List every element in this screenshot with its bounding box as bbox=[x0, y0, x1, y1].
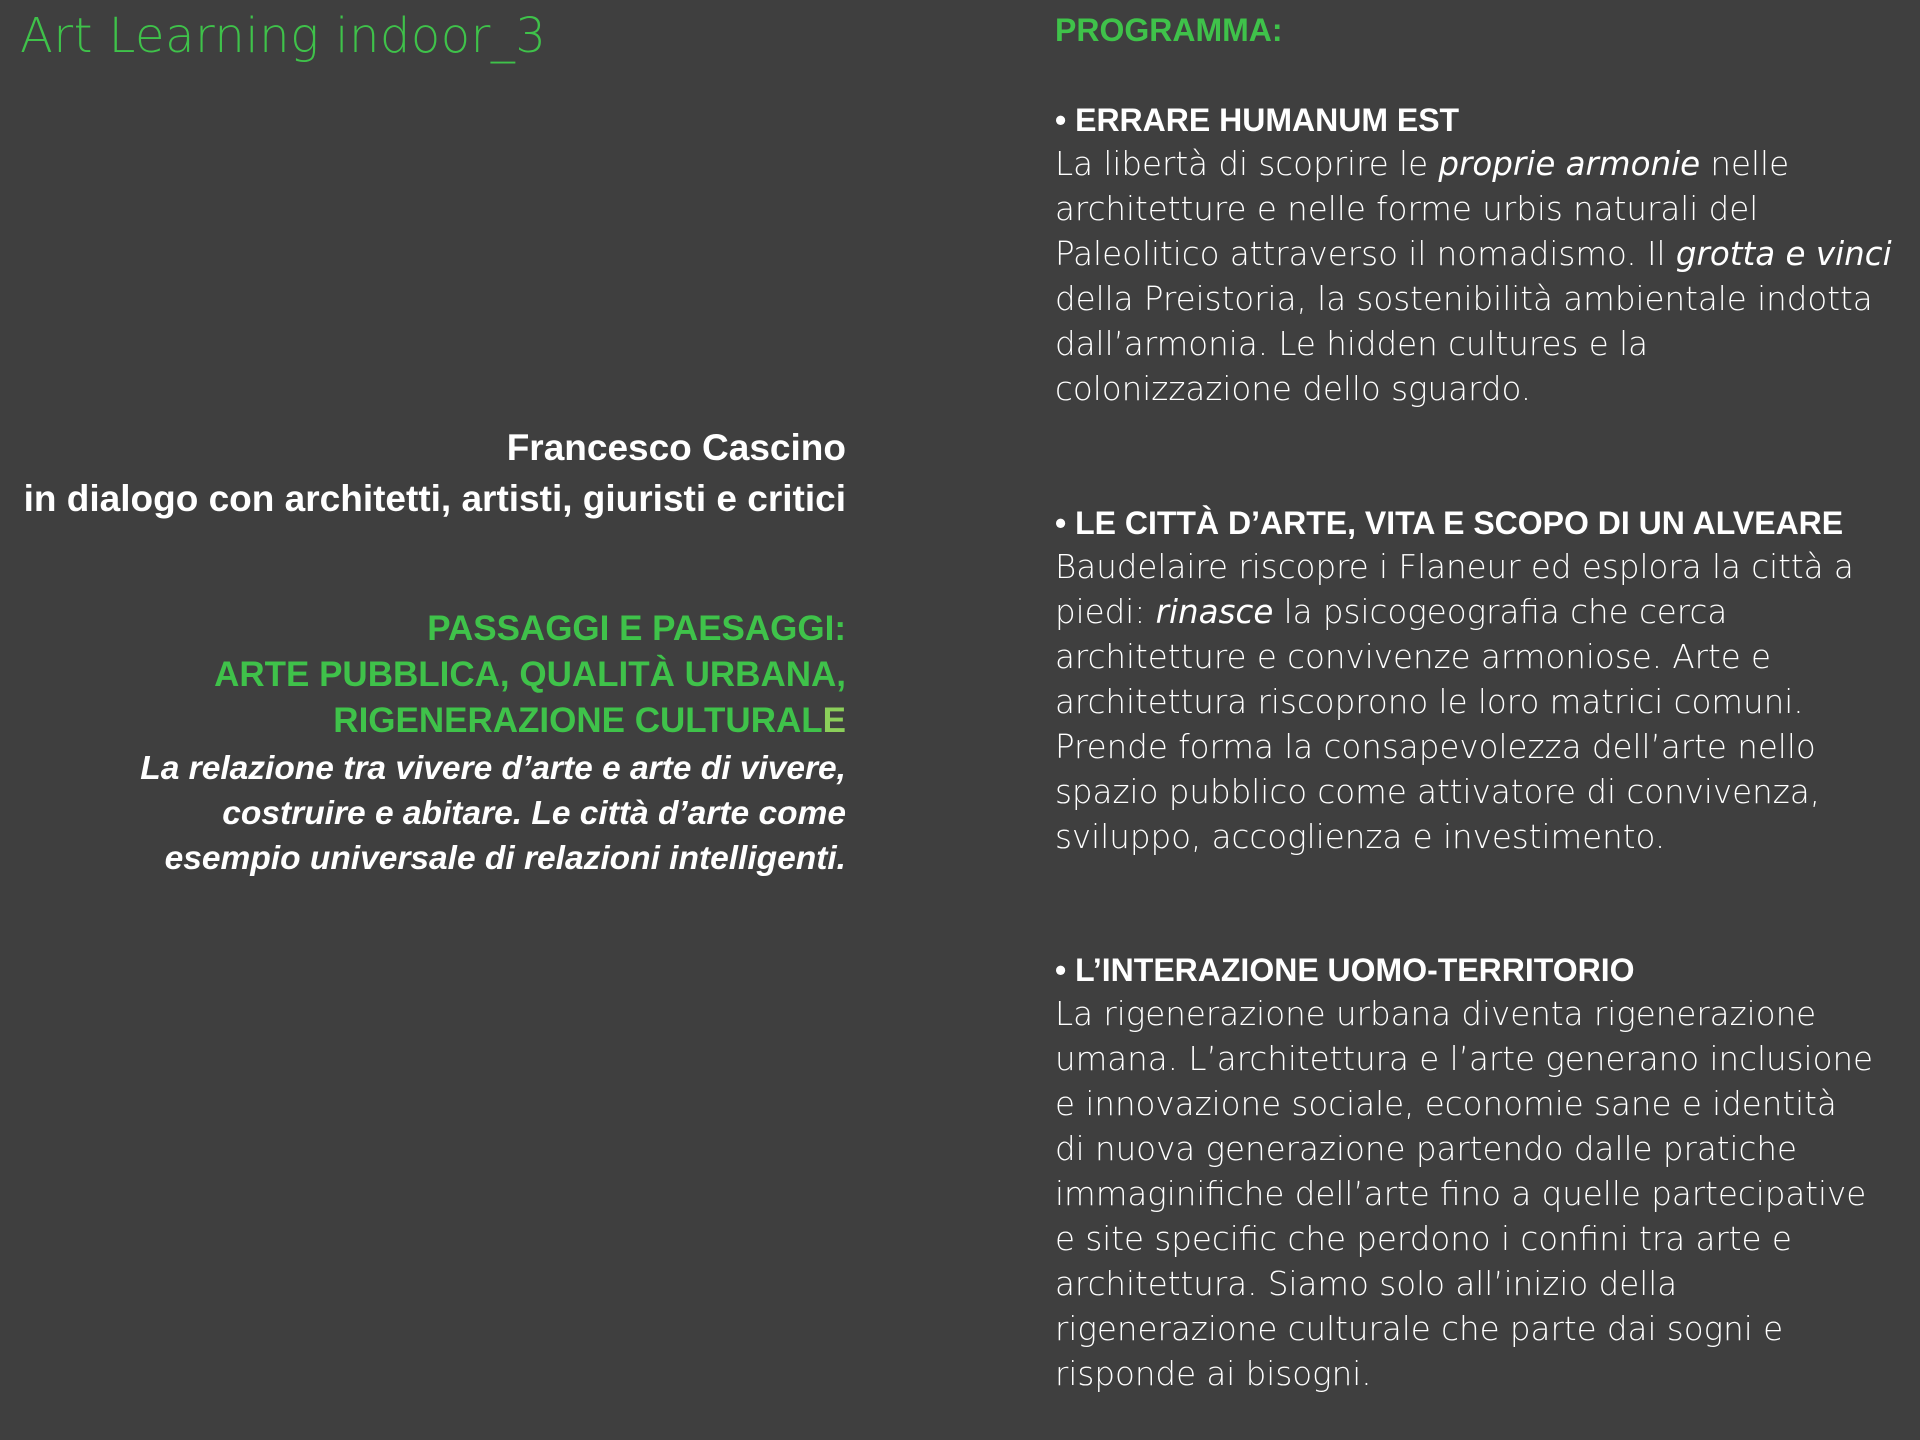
body-line: La rigenerazione urbana diventa rigenerazione bbox=[1055, 995, 1817, 1033]
body-line: Baudelaire riscopre i Flaneur ed esplora la città a bbox=[1055, 548, 1854, 586]
body-line: architettura riscoprono le loro matrici comuni. bbox=[1055, 683, 1804, 721]
body-line: e site specific che perdono i confini tra arte e bbox=[1055, 1220, 1792, 1258]
body-emphasis: grotta e vinci bbox=[1675, 235, 1892, 273]
headline-block bbox=[20, 606, 846, 744]
body-line: e innovazione sociale, economie sane e identità bbox=[1055, 1085, 1837, 1123]
section-body bbox=[1055, 545, 1900, 860]
headline-line-3-last: E bbox=[822, 701, 846, 740]
body-line: architettura. Siamo solo all’inizio della bbox=[1055, 1265, 1678, 1303]
body-line: di nuova generazione partendo dalle pratiche bbox=[1055, 1130, 1797, 1168]
section-title: • ERRARE HUMANUM EST bbox=[1055, 102, 1460, 138]
body-line: rigenerazione culturale che parte dai sogni e bbox=[1055, 1310, 1784, 1348]
body-line: umana. L’architettura e l’arte generano inclusione bbox=[1055, 1040, 1874, 1078]
headline-line-3-main: RIGENERAZIONE CULTURAL bbox=[333, 701, 823, 740]
section-title: • L’INTERAZIONE UOMO-TERRITORIO bbox=[1055, 952, 1635, 988]
author-subtitle: in dialogo con architetti, artisti, giuristi e critici bbox=[23, 478, 846, 519]
body-line: della Preistoria, la sostenibilità ambientale indotta bbox=[1055, 280, 1873, 318]
body-line: risponde ai bisogni. bbox=[1055, 1355, 1372, 1393]
programme-section-2 bbox=[1055, 501, 1900, 860]
body-line: immaginifiche dell’arte fino a quelle partecipative bbox=[1055, 1175, 1867, 1213]
quote-line-3: esempio universale di relazioni intelligenti. bbox=[164, 840, 846, 877]
body-text: piedi: bbox=[1055, 593, 1156, 631]
author-name: Francesco Cascino bbox=[506, 427, 846, 468]
body-line: architetture e nelle forme urbis naturali del bbox=[1055, 190, 1759, 228]
body-line: Prende forma la consapevolezza dell’arte nello bbox=[1055, 728, 1816, 766]
page-title: Art Learning indoor_3 bbox=[20, 8, 547, 64]
quote-block bbox=[20, 746, 846, 881]
programme-section-1 bbox=[1055, 98, 1900, 412]
body-text: Paleolitico attraverso il nomadismo. Il bbox=[1055, 235, 1676, 273]
quote-line-2: costruire e abitare. Le città d’arte come bbox=[222, 795, 846, 832]
headline-line-2: ARTE PUBBLICA, QUALITÀ URBANA, bbox=[214, 655, 846, 694]
body-text: nelle bbox=[1700, 145, 1790, 183]
body-line bbox=[1055, 142, 1900, 187]
body-emphasis: proprie armonie bbox=[1438, 145, 1701, 183]
body-text: la psicogeografia che cerca bbox=[1273, 593, 1728, 631]
section-title: • LE CITTÀ D’ARTE, VITA E SCOPO DI UN ALVEARE bbox=[1055, 505, 1844, 541]
programme-section-3 bbox=[1055, 948, 1900, 1397]
body-emphasis: rinasce bbox=[1155, 593, 1274, 631]
programme-heading: PROGRAMMA: bbox=[1055, 12, 1283, 48]
body-line bbox=[1055, 232, 1900, 277]
quote-line-1: La relazione tra vivere d’arte e arte di vivere, bbox=[140, 750, 846, 787]
body-line: dall’armonia. Le hidden cultures e la bbox=[1055, 325, 1649, 363]
headline-line-3 bbox=[20, 698, 846, 744]
section-body bbox=[1055, 992, 1900, 1397]
body-text: La libertà di scoprire le bbox=[1055, 145, 1439, 183]
body-line: spazio pubblico come attivatore di convivenza, bbox=[1055, 773, 1821, 811]
body-line: sviluppo, accoglienza e investimento. bbox=[1055, 818, 1666, 856]
author-block bbox=[20, 422, 846, 524]
headline-line-1: PASSAGGI E PAESAGGI: bbox=[427, 609, 846, 648]
body-line: colonizzazione dello sguardo. bbox=[1055, 370, 1532, 408]
body-line: architetture e convivenze armoniose. Arte e bbox=[1055, 638, 1772, 676]
body-line bbox=[1055, 590, 1900, 635]
section-body bbox=[1055, 142, 1900, 412]
